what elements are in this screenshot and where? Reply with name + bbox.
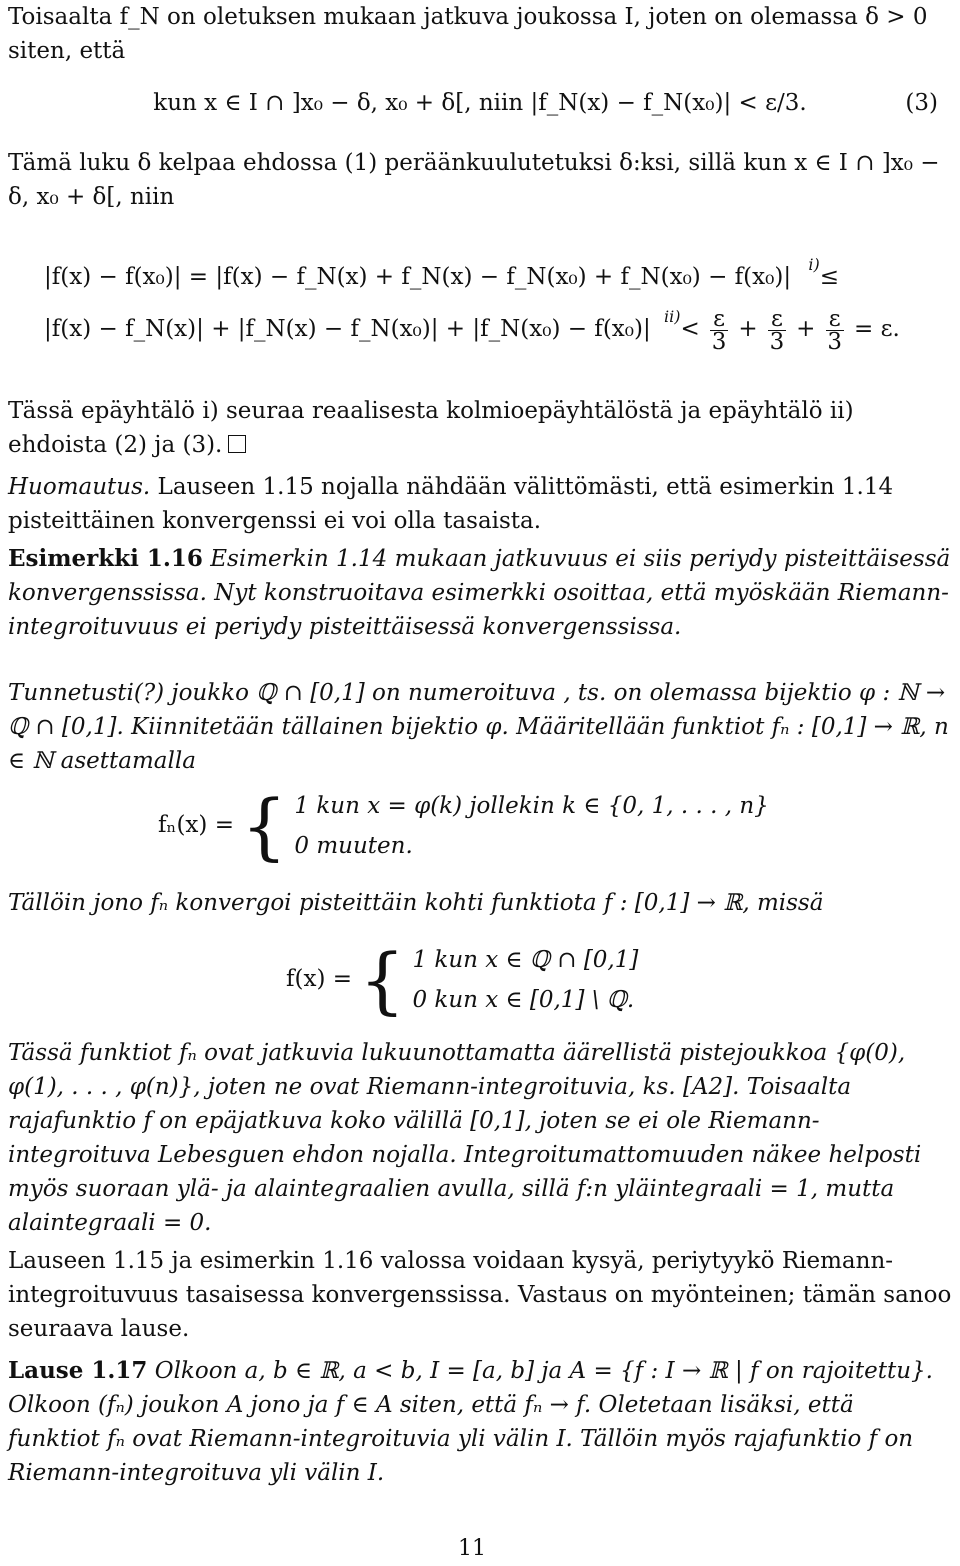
equation-estimate-line2-body: |f(x) − f_N(x)| + |f_N(x) − f_N(x₀)| + |f_N(x₀) − f(x₀)|: [44, 316, 651, 342]
equation-estimate-line2: [8, 300, 960, 353]
equation-fn-definition: [8, 786, 960, 866]
left-brace-icon: {: [241, 784, 288, 868]
plus-sign-2: +: [796, 316, 816, 342]
theorem-heading: Lause 1.17: [8, 1357, 148, 1384]
f-cases: [412, 940, 638, 1020]
equation-3-label: (3): [905, 90, 938, 116]
equals-epsilon: = ε.: [854, 316, 900, 342]
f-case-2: 0 kun x ∈ [0,1] \ ℚ.: [412, 987, 635, 1013]
fraction-epsilon-third-2: $\frac{\varepsilon}{3}$: [769, 305, 785, 355]
example-1-16: [8, 542, 952, 644]
theorem-body: Olkoon a, b ∈ ℝ, a < b, I = [a, b] ja A = {f : I → ℝ | f on rajoitettu}. Olkoon (fₙ) joukon A jono ja f ∈ A siten, että fₙ → f. Oletetaan lisäksi, että funktiot fₙ ovat Riemann-integroituvia yli välin I. Tällöin myös rajafunktio f on Riemann-integroituva yli välin I.: [8, 1358, 933, 1486]
equation-relation-le: [808, 255, 840, 290]
remark: [8, 470, 952, 538]
equation-3-body: kun x ∈ I ∩ ]x₀ − δ, x₀ + δ[, niin |f_N(x) − f_N(x₀)| < ε/3.: [153, 90, 807, 116]
fraction-epsilon-third-1: $\frac{\varepsilon}{3}$: [711, 305, 727, 355]
theorem-1-17: [8, 1354, 952, 1490]
paragraph-limit: Tällöin jono fₙ konvergoi pisteittäin kohti funktiota f : [0,1] → ℝ, missä: [8, 890, 824, 916]
paragraph-question: Lauseen 1.15 ja esimerkin 1.16 valossa voidaan kysyä, periytyykö Riemann-integroituvuus tasaisessa konvergenssissa. Vastaus on myönteinen; tämän sanoo seuraava lause.: [8, 1248, 952, 1342]
example-heading: Esimerkki 1.16: [8, 545, 203, 572]
paragraph-delta: Tämä luku δ kelpaa ehdossa (1) peräänkuulutetuksi δ:ksi, sillä kun x ∈ I ∩ ]x₀ − δ, x₀ + δ[, niin: [8, 150, 940, 210]
fn-case-2: 0 muuten.: [294, 833, 413, 859]
equation-3: [8, 86, 952, 120]
equation-f-definition: [8, 940, 960, 1020]
relation-lt: <: [680, 316, 700, 342]
qed-square-icon: [228, 435, 246, 453]
equation-estimate-line1-body: |f(x) − f(x₀)| = |f(x) − f_N(x) + f_N(x) − f_N(x₀) + f_N(x₀) − f(x₀)|: [44, 264, 792, 290]
paragraph-bijection: Tunnetusti(?) joukko ℚ ∩ [0,1] on numeroituva , ts. on olemassa bijektio φ : ℕ → ℚ ∩ [0,1]. Kiinnitetään tällainen bijektio φ. Määritellään funktiot fₙ : [0,1] → ℝ, n ∈ ℕ asettamalla: [8, 680, 949, 774]
remark-body: Lauseen 1.15 nojalla nähdään välittömästi, että esimerkin 1.14 pisteittäinen konvergenssi ei voi olla tasaista.: [8, 474, 894, 534]
remark-heading: Huomautus.: [8, 474, 151, 500]
paragraph-intro: Toisaalta f_N on oletuksen mukaan jatkuva joukossa I, joten on olemassa δ > 0 siten, että: [8, 4, 928, 64]
equation-relation-lt: [664, 307, 700, 342]
paragraph-riemann: Tässä funktiot fₙ ovat jatkuvia lukuunottamatta äärellistä pistejoukkoa {φ(0), φ(1), . . . , φ(n)}, joten ne ovat Riemann-integroituvia, ks. [A2]. Toisaalta rajafunktio f on epäjatkuva koko välillä [0,1], joten se ei ole Riemann-integroituva Lebesguen ehdon nojalla. Integroitumattomuuden näkee helposti myös suoraan ylä- ja alaintegraalien avulla, sillä f:n yläintegraali = 1, mutta alaintegraali = 0.: [8, 1040, 922, 1236]
fraction-epsilon-third-3: $\frac{\varepsilon}{3}$: [827, 305, 843, 355]
plus-sign-1: +: [738, 316, 758, 342]
tag-ii: ii): [664, 307, 681, 326]
left-brace-icon: {: [359, 938, 406, 1022]
fn-lhs: fₙ(x) =: [158, 812, 234, 838]
f-case-1: 1 kun x ∈ ℚ ∩ [0,1]: [412, 947, 639, 973]
page-number: 11: [458, 1536, 486, 1561]
relation-le: ≤: [819, 264, 840, 290]
equation-estimate-line1: [8, 248, 960, 294]
fn-case-1: 1 kun x = φ(k) jollekin k ∈ {0, 1, . . . , n}: [294, 793, 769, 819]
example-body: Esimerkin 1.14 mukaan jatkuvuus ei siis periydy pisteittäisessä konvergenssissa. Nyt konstruoitava esimerkki osoittaa, että myöskään Riemann-integroituvuus ei periydy pisteittäisessä konvergenssissa.: [8, 546, 951, 640]
f-lhs: f(x) =: [286, 966, 353, 992]
tag-i: i): [808, 255, 820, 274]
fn-cases: [294, 786, 768, 866]
justification-text: Tässä epäyhtälö i) seuraa reaalisesta kolmioepäyhtälöstä ja epäyhtälö ii) ehdoista (2) ja (3).: [8, 398, 854, 458]
paragraph-justification: [8, 394, 952, 462]
